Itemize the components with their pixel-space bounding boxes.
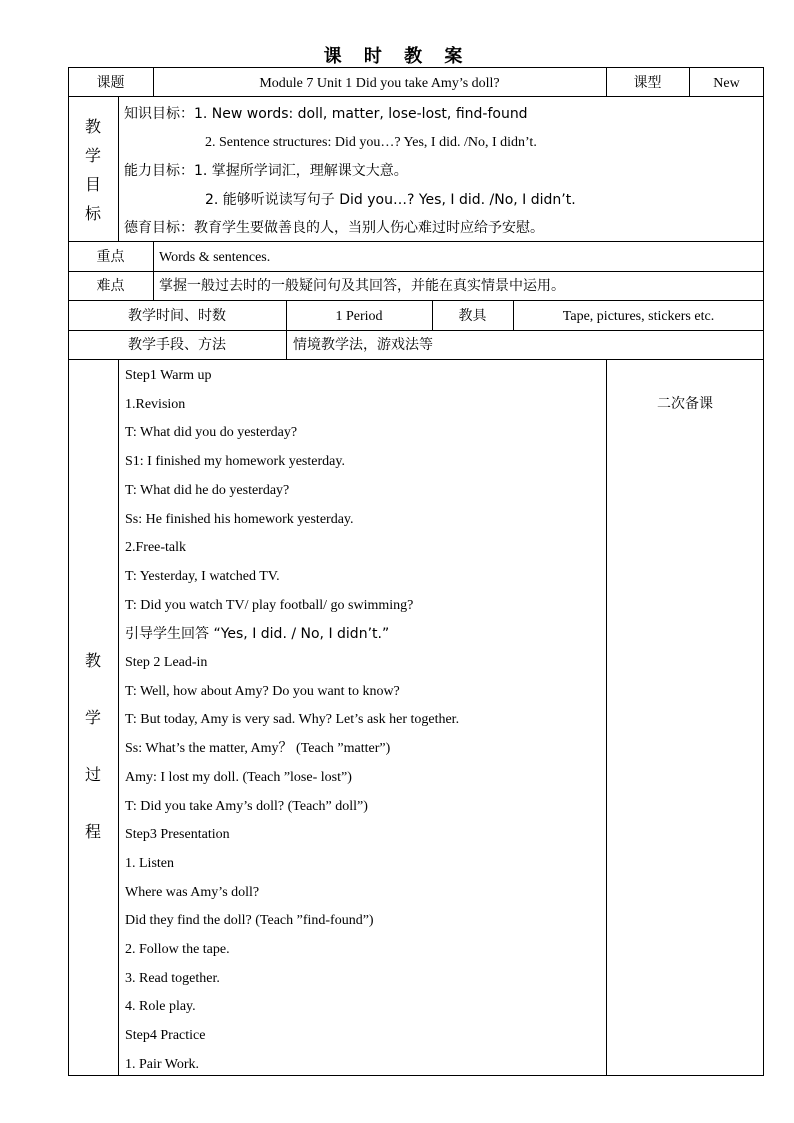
process-line: 1.Revision (125, 396, 186, 412)
difficult-point-label: 难点 (96, 278, 125, 294)
process-line: T: What did you do yesterday? (125, 425, 298, 441)
process-line: 2.Free-talk (125, 540, 187, 556)
process-line: Did they find the doll? (Teach ”find-found”) (125, 913, 374, 929)
col-divider (118, 96, 119, 241)
process-line: T: Did you watch TV/ play football/ go swimming? (125, 597, 414, 613)
process-line: 1. Listen (125, 855, 174, 871)
objective-line: 能力目标：1. 掌握所学词汇，理解课文大意。 (124, 163, 408, 179)
type-value: New (713, 76, 740, 91)
row-divider (68, 271, 764, 272)
process-line: 引导学生回答 “Yes, I did. / No, I didn’t.” (125, 626, 390, 643)
objectives-side-label-1: 教 (84, 117, 101, 136)
process-line: Where was Amy’s doll? (125, 884, 260, 900)
objective-line: 知识目标：1. New words: doll, matter, lose-lost, find-found (124, 106, 528, 122)
page-title: 课 时 教 案 (323, 46, 471, 67)
topic-label: 课题 (96, 75, 125, 91)
process-line: Step1 Warm up (125, 368, 212, 383)
col-divider (118, 359, 119, 1076)
process-line: Step 2 Lead-in (125, 655, 208, 670)
objective-line: 2. 能够听说读写句子 Did you…? Yes, I did. /No, I didn’t. (205, 192, 576, 208)
row-divider (68, 330, 764, 331)
tools-value: Tape, pictures, stickers etc. (562, 309, 715, 324)
col-divider (606, 359, 607, 1076)
process-line: 4. Role play. (125, 999, 196, 1015)
key-point-label: 重点 (96, 249, 125, 265)
process-line: S1: I finished my homework yesterday. (125, 454, 345, 470)
tools-label: 教具 (458, 308, 487, 324)
second-prep-label: 二次备课 (657, 396, 713, 412)
objectives-side-label-3: 目 (84, 175, 101, 194)
process-line: T: Did you take Amy’s doll? (Teach” doll”) (125, 798, 368, 814)
objective-line: 德育目标：教育学生要做善良的人，当别人伤心难过时应给予安慰。 (124, 220, 544, 236)
col-divider (153, 241, 154, 300)
process-line: T: Yesterday, I watched TV. (125, 568, 280, 584)
process-line: Amy: I lost my doll. (Teach ”lose- lost”) (125, 769, 352, 785)
process-line: Step3 Presentation (125, 827, 230, 843)
key-point-value: Words & sentences. (159, 250, 271, 265)
objectives-side-label-2: 学 (84, 146, 101, 165)
method-label: 教学手段、方法 (128, 337, 226, 353)
row-divider (68, 96, 764, 97)
process-side-label-4: 程 (84, 822, 101, 841)
process-line: Ss: He finished his homework yesterday. (125, 511, 354, 527)
objectives-side-label-4: 标 (84, 204, 101, 223)
process-line: 3. Read together. (125, 970, 220, 986)
process-side-label-3: 过 (84, 765, 101, 784)
row-divider (68, 300, 764, 301)
type-label: 课型 (633, 75, 662, 91)
difficult-point-value: 掌握一般过去时的一般疑问句及其回答，并能在真实情景中运用。 (159, 278, 565, 294)
process-line: T: Well, how about Amy? Do you want to know? (125, 683, 400, 699)
row-divider (68, 359, 764, 360)
time-label: 教学时间、时数 (128, 308, 226, 324)
row-divider (68, 241, 764, 242)
process-side-label-2: 学 (84, 708, 101, 727)
topic-value: Module 7 Unit 1 Did you take Amy’s doll? (259, 76, 500, 91)
objective-line: 2. Sentence structures: Did you…? Yes, I did. /No, I didn’t. (205, 135, 537, 150)
process-line: 1. Pair Work. (125, 1056, 200, 1072)
process-line: Step4 Practice (125, 1028, 206, 1044)
method-value: 情境教学法，游戏法等 (293, 337, 433, 353)
process-line: T: But today, Amy is very sad. Why? Let’s ask her together. (125, 712, 460, 728)
process-line: 2. Follow the tape. (125, 942, 230, 957)
process-side-label-1: 教 (84, 651, 101, 670)
process-line: Ss: What’s the matter, Amy？ (Teach ”matter”) (125, 741, 391, 757)
time-value: 1 Period (335, 309, 383, 324)
process-line: T: What did he do yesterday? (125, 482, 290, 498)
